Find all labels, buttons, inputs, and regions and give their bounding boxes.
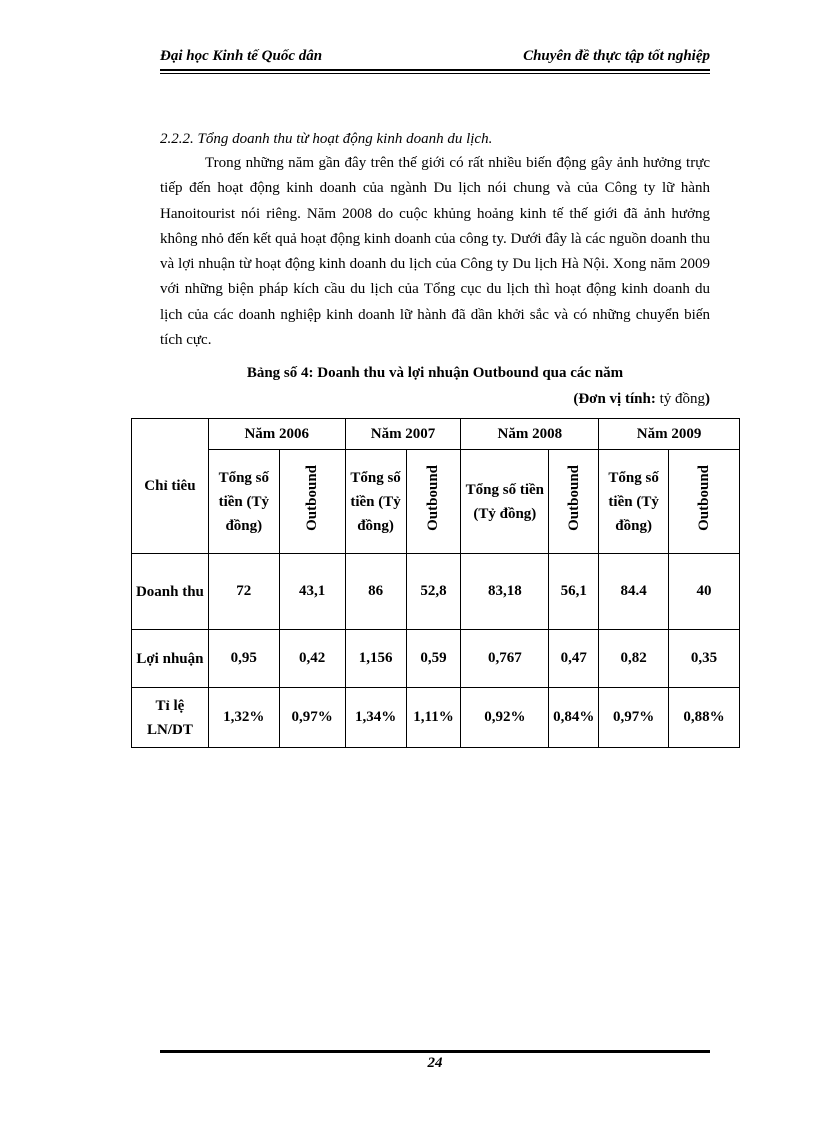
header-left-text: Đại học Kinh tế Quốc dân — [160, 48, 323, 64]
table-cell: 0,84% — [549, 688, 599, 748]
header-rule — [160, 69, 710, 71]
body-paragraph: Trong những năm gần đây trên thế giới có rất nhiều biến động gây ảnh hưởng trực tiếp đến hoạt động kinh doanh của ngành Du lịch nói chung và của Công ty lữ hành Hanoitourist nói riêng. Năm 2008 do cuộc khủng hoảng kinh tế thế giới đã ảnh hưởng không nhỏ đến kết quả hoạt động kinh doanh của công ty. Dưới đây là các nguồn doanh thu và lợi nhuận từ hoạt động kinh doanh du lịch của Công ty Du lịch Hà Nội. Xong năm 2009 với những biện pháp kích cầu du lịch của Tổng cục du lịch thì hoạt động kinh doanh du lịch của các doanh nghiệp kinh doanh lữ hành đã dần khởi sắc và có những chuyển biến tích cực. — [160, 155, 710, 349]
row-label: Tỉ lệ LN/DT — [132, 688, 209, 748]
table-cell: 0,82 — [599, 630, 669, 688]
total-2006-label: Tổng số tiền (Tỷ đồng) — [218, 469, 269, 534]
row-label: Doanh thu — [132, 554, 209, 630]
unit-note — [573, 391, 710, 408]
table-cell: 0,97% — [599, 688, 669, 748]
table-cell: 0,97% — [279, 688, 345, 748]
total-2008-header — [461, 450, 549, 554]
outbound-2006-header — [279, 450, 345, 554]
unit-value: tỷ đồng — [655, 391, 705, 407]
table-cell: 72 — [208, 554, 279, 630]
year-2006-header: Năm 2006 — [208, 419, 345, 450]
outbound-2007-label: Outbound — [425, 464, 442, 531]
header-right-text: Chuyên đề thực tập tốt nghiệp — [523, 48, 710, 64]
table-cell: 83,18 — [461, 554, 549, 630]
total-2009-header — [599, 450, 669, 554]
table-cell: 0,59 — [406, 630, 461, 688]
table-row — [132, 630, 740, 688]
table-row — [132, 688, 740, 748]
table-cell: 0,47 — [549, 630, 599, 688]
table-cell: 0,88% — [669, 688, 740, 748]
table-cell: 0,42 — [279, 630, 345, 688]
outbound-2008-label: Outbound — [565, 464, 582, 531]
page-header — [160, 48, 710, 65]
year-2007-header: Năm 2007 — [345, 419, 461, 450]
outbound-2008-header — [549, 450, 599, 554]
outbound-2007-header — [406, 450, 461, 554]
header-rule-thin — [160, 73, 710, 74]
year-2009-header: Năm 2009 — [599, 419, 740, 450]
section-title: 2.2.2. Tổng doanh thu từ hoạt động kinh doanh du lịch. — [160, 131, 493, 147]
table-cell: 84.4 — [599, 554, 669, 630]
table-cell: 56,1 — [549, 554, 599, 630]
table-cell: 43,1 — [279, 554, 345, 630]
table-cell: 0,95 — [208, 630, 279, 688]
row-header-cell: Chỉ tiêu — [132, 419, 209, 554]
total-2009-label: Tổng số tiền (Tỷ đồng) — [608, 469, 659, 534]
table-cell: 0,767 — [461, 630, 549, 688]
row-label: Lợi nhuận — [132, 630, 209, 688]
footer-rule — [160, 1050, 710, 1053]
unit-open: ( — [573, 391, 579, 407]
total-2007-label: Tổng số tiền (Tỷ đồng) — [350, 469, 401, 534]
table-cell: 1,11% — [406, 688, 461, 748]
total-2008-label: Tổng số tiền (Tỷ đồng) — [465, 481, 545, 522]
outbound-2006-label: Outbound — [304, 464, 321, 531]
table-cell: 1,32% — [208, 688, 279, 748]
page-number: 24 — [427, 1055, 443, 1071]
table-cell: 1,156 — [345, 630, 406, 688]
revenue-profit-table — [131, 418, 740, 748]
table-cell: 0,92% — [461, 688, 549, 748]
table-subheader-row — [132, 450, 740, 554]
total-2007-header — [345, 450, 406, 554]
unit-close: ) — [705, 391, 710, 407]
table-cell: 86 — [345, 554, 406, 630]
year-2008-header: Năm 2008 — [461, 419, 599, 450]
table-cell: 1,34% — [345, 688, 406, 748]
unit-label: Đơn vị tính: — [578, 391, 656, 407]
table-row — [132, 554, 740, 630]
total-2006-header — [208, 450, 279, 554]
outbound-2009-header — [669, 450, 740, 554]
table-cell: 40 — [669, 554, 740, 630]
table-cell: 0,35 — [669, 630, 740, 688]
outbound-2009-label: Outbound — [696, 464, 713, 531]
table-caption: Bảng số 4: Doanh thu và lợi nhuận Outbound qua các năm — [246, 365, 624, 381]
table-cell: 52,8 — [406, 554, 461, 630]
table-header-row — [132, 419, 740, 450]
